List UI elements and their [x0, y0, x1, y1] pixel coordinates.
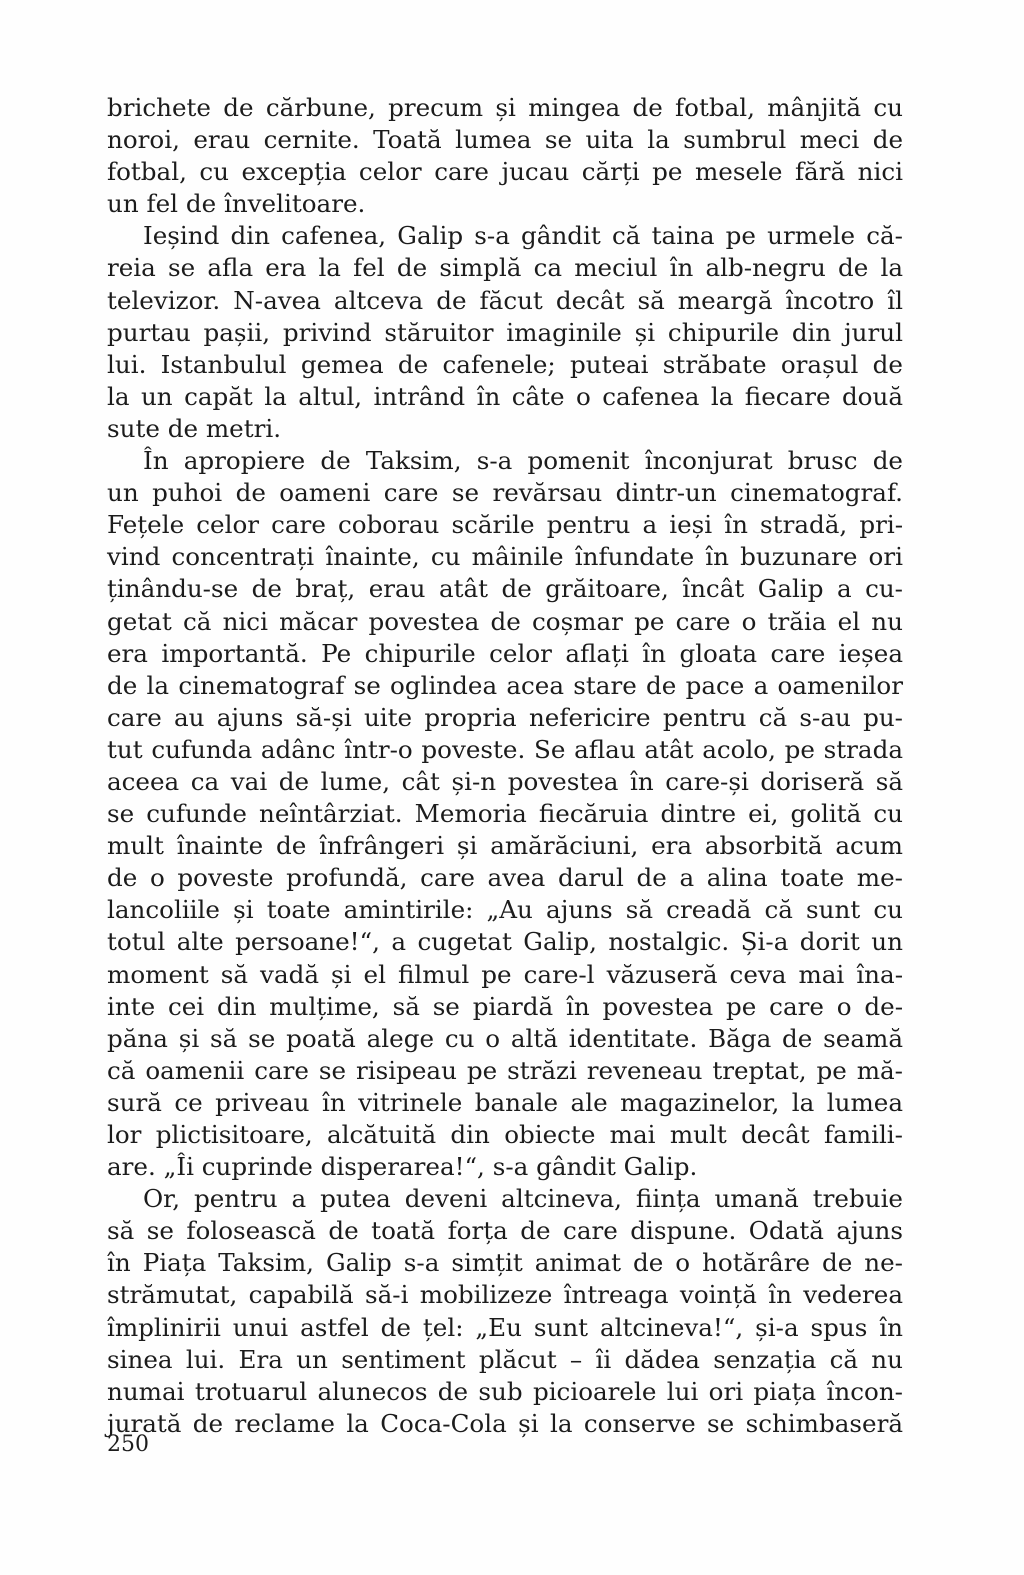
- text-line: totul alte persoane!“, a cugetat Galip, nostalgic. Și-a dorit un: [107, 927, 903, 957]
- text-line: de o poveste profundă, care avea darul de a alina toate me-: [107, 863, 903, 893]
- page-number: 250: [107, 1432, 149, 1457]
- text-line: are. „Îi cuprinde disperarea!“, s-a gândit Galip.: [107, 1152, 698, 1182]
- text-line: sinea lui. Era un sentiment plăcut – îi dădea senzația că nu: [107, 1344, 903, 1374]
- text-line: ținându-se de braț, erau atât de grăitoare, încât Galip a cu-: [107, 574, 903, 604]
- text-line: purtau pașii, privind stăruitor imaginile și chipurile din jurul: [107, 317, 903, 347]
- text-line: mult înainte de înfrângeri și amărăciuni, era absorbită acum: [107, 831, 903, 861]
- text-line: noroi, erau cernite. Toată lumea se uita la sumbrul meci de: [107, 125, 903, 155]
- text-line: Fețele celor care coborau scările pentru a ieși în stradă, pri-: [107, 510, 903, 540]
- text-line: televizor. N-avea altceva de făcut decât să meargă încotro îl: [107, 285, 903, 315]
- text-line: că oamenii care se risipeau pe străzi reveneau treptat, pe mă-: [107, 1055, 903, 1085]
- text-line: la un capăt la altul, intrând în câte o cafenea la fiecare două: [107, 381, 903, 411]
- text-line: un fel de învelitoare.: [107, 189, 366, 219]
- text-line: strămutat, capabilă să-i mobilizeze întreaga voință în vederea: [107, 1280, 903, 1310]
- text-line: În apropiere de Taksim, s-a pomenit înconjurat brusc de: [143, 446, 903, 476]
- text-line: era importantă. Pe chipurile celor aflați în gloata care ieșea: [107, 638, 903, 668]
- text-line: numai trotuarul alunecos de sub picioarele lui ori piața încon-: [107, 1376, 903, 1406]
- text-line: fotbal, cu excepția celor care jucau cărți pe mesele fără nici: [107, 157, 903, 187]
- text-line: moment să vadă și el filmul pe care-l văzuseră ceva mai îna-: [107, 959, 903, 989]
- text-line: un puhoi de oameni care se revărsau dintr-un cinematograf.: [107, 478, 903, 508]
- body-text: [107, 92, 903, 1440]
- text-line: de la cinematograf se oglindea acea stare de pace a oamenilor: [107, 670, 903, 700]
- text-line: Ieșind din cafenea, Galip s-a gândit că taina pe urmele că-: [143, 221, 903, 251]
- text-line: împlinirii unui astfel de țel: „Eu sunt altcineva!“, și-a spus în: [107, 1312, 903, 1342]
- text-line: lui. Istanbulul gemea de cafenele; puteai străbate orașul de: [107, 349, 903, 379]
- text-line: vind concentrați înainte, cu mâinile înfundate în buzunare ori: [107, 542, 903, 572]
- text-line: sură ce priveau în vitrinele banale ale magazinelor, la lumea: [107, 1087, 903, 1117]
- text-line: Or, pentru a putea deveni altcineva, ființa umană trebuie: [143, 1184, 903, 1214]
- text-line: aceea ca vai de lume, cât și-n povestea în care-și doriseră să: [107, 766, 903, 796]
- text-line: să se folosească de toată forța de care dispune. Odată ajuns: [107, 1216, 903, 1246]
- text-line: brichete de cărbune, precum și mingea de fotbal, mânjită cu: [107, 93, 903, 122]
- text-line: tut cufunda adânc într-o poveste. Se aflau atât acolo, pe strada: [107, 734, 903, 764]
- text-line: lor plictisitoare, alcătuită din obiecte mai mult decât famili-: [107, 1120, 903, 1149]
- text-line: lancoliile și toate amintirile: „Au ajuns să creadă că sunt cu: [107, 895, 903, 925]
- text-line: care au ajuns să-și uite propria nefericire pentru că s-au pu-: [107, 702, 903, 732]
- text-line: păna și să se poată alege cu o altă identitate. Băga de seamă: [107, 1023, 903, 1053]
- text-line: getat că nici măcar povestea de coșmar pe care o trăia el nu: [107, 606, 903, 636]
- text-line: în Piața Taksim, Galip s-a simțit animat de o hotărâre de ne-: [107, 1248, 903, 1278]
- text-line: reia se afla era la fel de simplă ca meciul în alb-negru de la: [107, 253, 903, 283]
- text-line: inte cei din mulțime, să se piardă în povestea pe care o de-: [107, 991, 903, 1021]
- text-line: jurată de reclame la Coca-Cola și la conserve se schimbaseră: [107, 1408, 903, 1438]
- text-line: sute de metri.: [107, 413, 282, 443]
- text-line: se cufunde neîntârziat. Memoria fiecăruia dintre ei, golită cu: [107, 799, 903, 829]
